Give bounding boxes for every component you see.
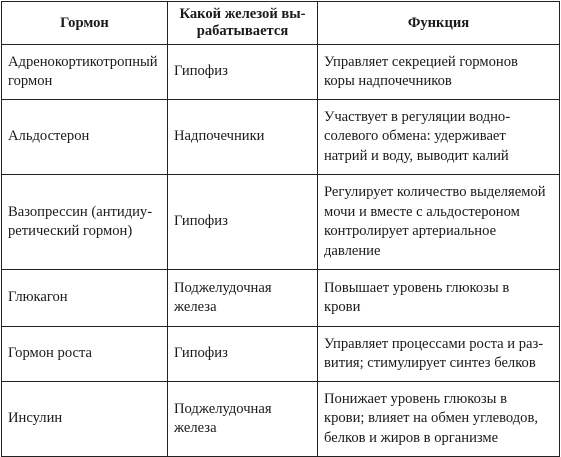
table-row	[2, 382, 560, 457]
cell-function: Управляет секрецией гормонов коры надпочечников	[318, 45, 560, 100]
table-row	[2, 175, 560, 270]
cell-gland: Гипофиз	[168, 175, 318, 270]
cell-hormone: Глюкагон	[2, 270, 168, 327]
hormone-table	[1, 1, 560, 457]
table-row	[2, 270, 560, 327]
cell-gland: Поджелудочная железа	[168, 382, 318, 457]
header-function: Функция	[318, 2, 560, 45]
cell-function: Регулирует количество выделяемой мочи и вместе с альдостероном контролирует артериальное давление	[318, 175, 560, 270]
header-row	[2, 2, 560, 45]
cell-hormone: Гормон роста	[2, 327, 168, 382]
table-row	[2, 45, 560, 100]
cell-hormone: Вазопрессин (антидиу- ретический гормон)	[2, 175, 168, 270]
cell-gland: Гипофиз	[168, 327, 318, 382]
cell-hormone: Инсулин	[2, 382, 168, 457]
cell-gland: Поджелудочная железа	[168, 270, 318, 327]
cell-function: Участвует в регуляции водно- солевого обмена: удерживает натрий и воду, выводит калий	[318, 100, 560, 175]
cell-function: Управляет процессами роста и раз- вития; стимулирует синтез белков	[318, 327, 560, 382]
cell-hormone: Адренокортикотропный гормон	[2, 45, 168, 100]
cell-gland: Надпочечники	[168, 100, 318, 175]
cell-function: Повышает уровень глюкозы в крови	[318, 270, 560, 327]
table-row	[2, 327, 560, 382]
header-hormone: Гормон	[2, 2, 168, 45]
header-gland: Какой железой вы- рабатывается	[168, 2, 318, 45]
cell-gland: Гипофиз	[168, 45, 318, 100]
cell-function: Понижает уровень глюкозы в крови; влияет на обмен углеводов, белков и жиров в организме	[318, 382, 560, 457]
cell-hormone: Альдостерон	[2, 100, 168, 175]
table-row	[2, 100, 560, 175]
